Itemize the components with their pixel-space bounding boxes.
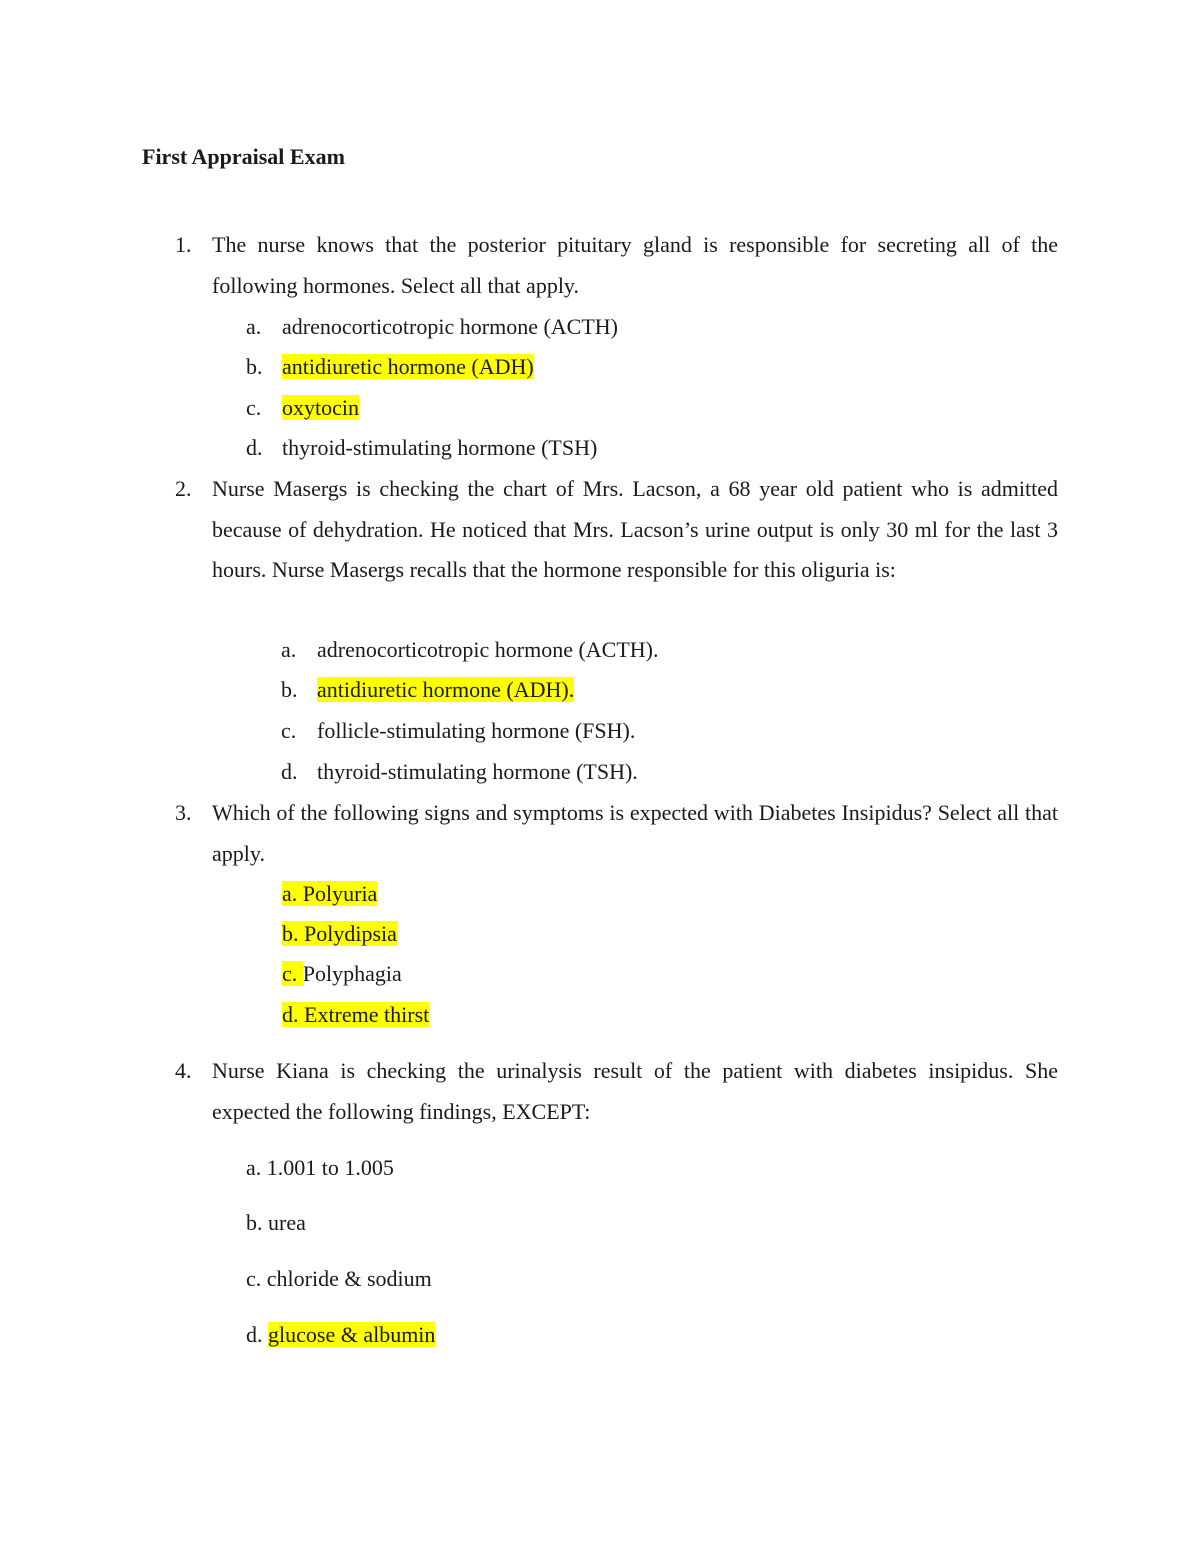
question-4-option-c-letter: c. — [246, 1266, 262, 1291]
question-2-option-a-text: adrenocorticotropic hormone (ACTH). — [317, 637, 659, 662]
question-1-option-d-letter: d. — [246, 435, 263, 460]
question-1-option-d-text: thyroid-stimulating hormone (TSH) — [282, 435, 598, 460]
question-4-option-d-letter: d. — [246, 1322, 263, 1347]
question-4-option-b-letter: b. — [246, 1210, 263, 1235]
question-3-option-b-letter: b. — [282, 921, 299, 946]
question-2-option-d-text: thyroid-stimulating hormone (TSH). — [317, 759, 638, 784]
question-2-number: 2. — [175, 476, 192, 501]
question-1-option-c-text: oxytocin — [282, 395, 359, 420]
question-3-option-c-letter: c. — [282, 961, 298, 986]
question-3-option-d-letter: d. — [282, 1002, 299, 1027]
question-4-number: 4. — [175, 1058, 192, 1083]
question-2-text: Nurse Masergs is checking the chart of Mrs. Lacson, a 68 year old patient who is admitted because of dehydration. He noticed that Mrs. Lacson’s urine output is only 30 ml for the last 3 hours. Nurse Masergs recalls that the hormone responsible for this oliguria is: — [212, 476, 1058, 582]
question-4-option-a-text: 1.001 to 1.005 — [266, 1155, 394, 1180]
question-2-option-c-letter: c. — [281, 718, 297, 743]
question-4-option-d-text: glucose & albumin — [268, 1322, 436, 1347]
question-2-option-a-letter: a. — [281, 637, 297, 662]
question-1-option-b-letter: b. — [246, 354, 263, 379]
question-2-option-d-letter: d. — [281, 759, 298, 784]
question-2-option-c-text: follicle-stimulating hormone (FSH). — [317, 718, 636, 743]
question-3-option-a-letter: a. — [282, 881, 298, 906]
question-3-option-c-text: Polyphagia — [302, 961, 402, 986]
question-1-number: 1. — [175, 232, 192, 257]
question-3-option-a-text: Polyuria — [302, 881, 378, 906]
question-2-option-b-text: antidiuretic hormone (ADH). — [317, 677, 575, 702]
question-1-option-a-letter: a. — [246, 314, 262, 339]
question-3-option-b-text: Polydipsia — [304, 921, 397, 946]
question-4-option-a-letter: a. — [246, 1155, 262, 1180]
question-1-option-a-text: adrenocorticotropic hormone (ACTH) — [282, 314, 618, 339]
question-4-option-c-text: chloride & sodium — [266, 1266, 432, 1291]
question-4-option-b-text: urea — [268, 1210, 306, 1235]
question-3-option-d-text: Extreme thirst — [304, 1002, 430, 1027]
page-title: First Appraisal Exam — [142, 144, 345, 169]
question-1-text: The nurse knows that the posterior pituitary gland is responsible for secreting all of the following hormones. Select all that apply. — [212, 232, 1058, 298]
question-3-text: Which of the following signs and symptoms is expected with Diabetes Insipidus? Select all that apply. — [212, 800, 1058, 866]
question-1-option-c-letter: c. — [246, 395, 262, 420]
question-4-text: Nurse Kiana is checking the urinalysis result of the patient with diabetes insipidus. She expected the following findings, EXCEPT: — [212, 1058, 1058, 1124]
question-3-number: 3. — [175, 800, 192, 825]
question-2-option-b-letter: b. — [281, 677, 298, 702]
question-1-option-b-text: antidiuretic hormone (ADH) — [282, 354, 534, 379]
